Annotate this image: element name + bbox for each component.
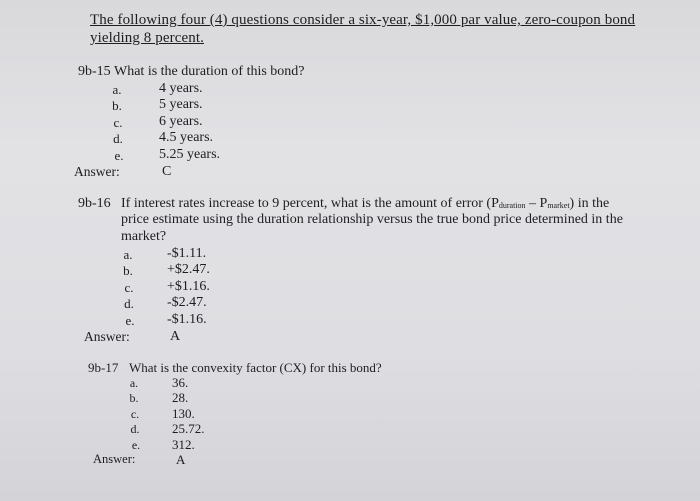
option-value: 130. — [172, 406, 195, 421]
option-value: 6 years. — [159, 114, 203, 129]
question-text-part: If interest rates increase to 9 percent, what is the amount of error (P — [121, 196, 499, 211]
subscript-market: market — [547, 201, 570, 210]
option-letter: c. — [130, 407, 140, 421]
option-letter: d. — [113, 131, 123, 146]
option-value: 36. — [172, 375, 189, 390]
option-letter: b. — [112, 98, 122, 113]
option-letter: c. — [124, 280, 134, 295]
question-text: What is the convexity factor (CX) for this bond? — [129, 360, 382, 375]
option-letter: e. — [131, 438, 141, 452]
option-letter: d. — [130, 422, 140, 436]
question-text-line-3: market? — [121, 229, 167, 244]
intro-line-2: yielding 8 percent. — [90, 30, 204, 46]
option-value: 4 years. — [159, 81, 203, 96]
option-value: 5.25 years. — [159, 147, 221, 162]
answer-value: A — [170, 329, 181, 344]
question-text-line-1 — [121, 196, 609, 212]
question-number: 9b-15 — [78, 64, 111, 79]
option-letter: a. — [123, 247, 133, 262]
option-value: -$1.11. — [167, 246, 207, 261]
answer-label: Answer: — [93, 452, 136, 466]
option-value: -$2.47. — [167, 295, 207, 310]
option-letter: b. — [129, 391, 139, 405]
answer-value: C — [162, 164, 172, 179]
question-number: 9b-17 — [88, 360, 119, 375]
option-value: 4.5 years. — [159, 130, 214, 145]
question-text-part: – P — [525, 196, 548, 211]
question-text: What is the duration of this bond? — [114, 64, 305, 79]
option-value: +$2.47. — [167, 262, 210, 277]
option-value: 5 years. — [159, 97, 203, 112]
option-letter: d. — [124, 296, 134, 311]
option-letter: a. — [112, 82, 122, 97]
option-letter: b. — [123, 263, 133, 278]
question-text-line-2: price estimate using the duration relationship versus the true bond price determined in the — [121, 212, 623, 227]
answer-label: Answer: — [84, 329, 130, 344]
answer-value: A — [176, 452, 186, 467]
option-value: +$1.16. — [167, 279, 210, 294]
option-letter: e. — [114, 148, 124, 163]
option-value: 28. — [172, 390, 189, 405]
answer-label: Answer: — [74, 164, 120, 179]
option-letter: e. — [125, 313, 135, 328]
subscript-duration: duration — [498, 201, 526, 210]
option-value: 312. — [172, 437, 195, 452]
question-number: 9b-16 — [78, 196, 111, 211]
option-letter: c. — [113, 115, 123, 130]
question-text-part: ) in the — [569, 196, 610, 211]
option-value: -$1.16. — [167, 312, 207, 327]
option-letter: a. — [129, 376, 139, 390]
intro-line-1: The following four (4) questions consider a six-year, $1,000 par value, zero-coupon bond — [90, 12, 636, 28]
option-value: 25.72. — [172, 421, 205, 436]
